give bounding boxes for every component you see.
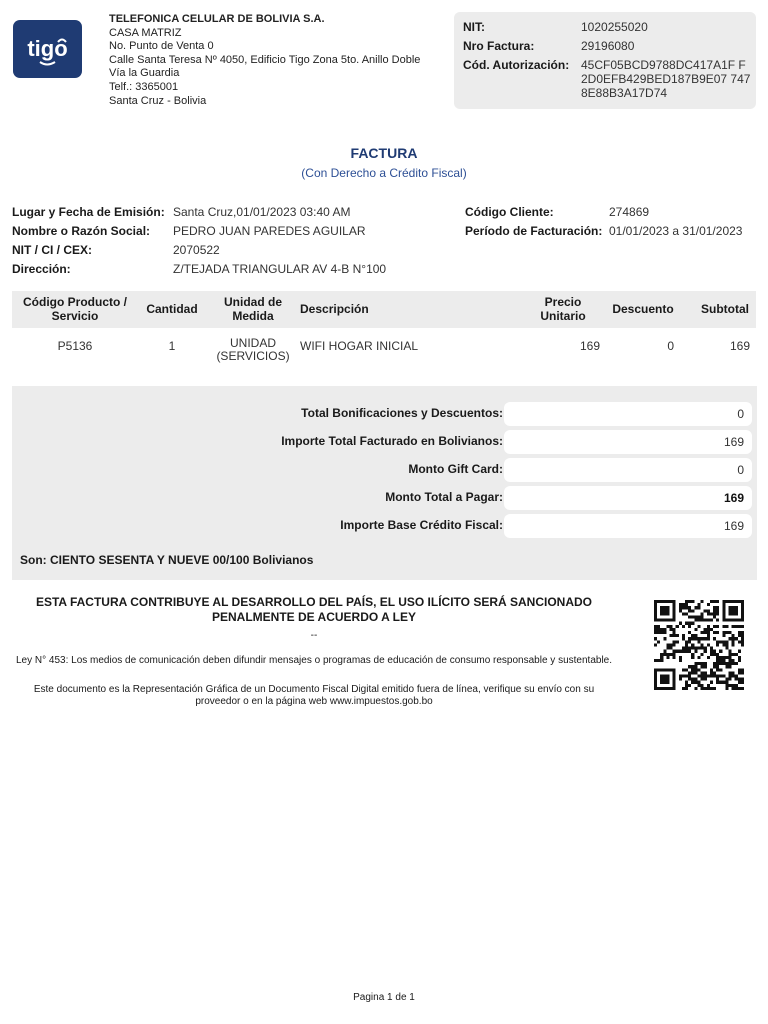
total-billed-label: Importe Total Facturado en Bolivianos:: [281, 434, 503, 448]
customer-address-label: Dirección:: [12, 262, 71, 276]
col-header-code: Código Producto / Servicio: [23, 295, 127, 323]
company-branch: CASA MATRIZ: [109, 26, 182, 39]
table-row: [12, 337, 756, 367]
customer-values-right: [609, 203, 742, 241]
auth-code-label: Cód. Autorización:: [463, 58, 570, 72]
logo-text: tigo: [27, 36, 68, 61]
total-to-pay-label: Monto Total a Pagar:: [385, 490, 503, 504]
client-code-value: 274869: [609, 205, 650, 219]
tax-credit-base-label: Importe Base Crédito Fiscal:: [340, 518, 503, 532]
items-table-header: [12, 291, 756, 328]
col-header-discount: Descuento: [612, 302, 674, 316]
invoice-number-label: Nro Factura:: [463, 39, 535, 53]
logo-smile: [40, 62, 55, 65]
row-code: P5136: [57, 339, 93, 353]
total-billed-field: [504, 430, 752, 454]
total-discounts-field: [504, 402, 752, 426]
total-to-pay-field: [504, 486, 752, 510]
tax-credit-base-field: [504, 514, 752, 538]
gift-card-row: [12, 457, 757, 481]
company-sale-point: No. Punto de Venta 0: [109, 40, 214, 53]
offline-notice: Este documento es la Representación Gráfica de un Documento Fiscal Digital emitido fuera de línea, verifique su envío con su proveedor o en la página web www.impuestos.gob.bo: [33, 684, 595, 707]
place-date-label: Lugar y Fecha de Emisión:: [12, 205, 165, 219]
customer-name-value: PEDRO JUAN PAREDES AGUILAR: [173, 224, 366, 238]
total-discounts-value: 0: [737, 407, 744, 421]
customer-values-left: [173, 203, 386, 279]
gift-card-field: [504, 458, 752, 482]
nit-value: 1020255020: [581, 20, 648, 34]
col-header-unit-price: Precio Unitario: [540, 295, 586, 323]
page-number: Pagina 1 de 1: [353, 992, 415, 1003]
gift-card-label: Monto Gift Card:: [408, 462, 503, 476]
company-city: Santa Cruz - Bolivia: [109, 94, 207, 107]
col-header-unit: Unidad de Medida: [223, 295, 282, 323]
row-unit-price: 169: [579, 339, 600, 353]
col-header-description: Descripción: [300, 302, 369, 316]
row-qty: 1: [168, 339, 176, 353]
customer-address-value: Z/TEJADA TRIANGULAR AV 4-B N°100: [173, 262, 387, 276]
row-description: WIFI HOGAR INICIAL: [300, 339, 419, 353]
invoice-subtitle: (Con Derecho a Crédito Fiscal): [301, 166, 467, 180]
row-unit: UNIDAD (SERVICIOS): [216, 336, 290, 363]
customer-nit-value: 2070522: [173, 243, 220, 257]
nit-label: NIT:: [463, 20, 485, 34]
law-notice: Ley N° 453: Los medios de comunicación deben difundir mensajes o programas de educación de consumo responsable y sustentable.: [15, 655, 613, 666]
row-discount: 0: [667, 339, 674, 353]
total-to-pay-row: [12, 485, 757, 509]
auth-code-value: 45CF05BCD9788DC417A1F F2D0EFB429BED187B9E07 7478E88B3A17D74: [581, 58, 751, 100]
customer-nit-label: NIT / CI / CEX:: [12, 243, 93, 257]
gift-card-value: 0: [737, 463, 744, 477]
totals-box: [12, 386, 757, 580]
company-name: TELEFONICA CELULAR DE BOLIVIA S.A.: [109, 13, 325, 25]
customer-labels-right: [465, 203, 602, 241]
tigo-logo-icon: [13, 20, 82, 78]
col-header-subtotal: Subtotal: [701, 302, 749, 316]
invoice-number-value: 29196080: [581, 39, 635, 53]
customer-name-label: Nombre o Razón Social:: [12, 224, 151, 238]
company-address-line2: Vía la Guardia: [109, 67, 180, 80]
total-discounts-row: [12, 401, 757, 425]
total-billed-value: 169: [723, 435, 744, 449]
company-phone: Telf.: 3365001: [109, 80, 179, 93]
total-billed-row: [12, 429, 757, 453]
qr-code-graphic: [654, 598, 744, 692]
amount-in-words: Son: CIENTO SESENTA Y NUEVE 00/100 Bolivianos: [20, 553, 314, 567]
qr-code-icon: [654, 598, 744, 692]
total-discounts-label: Total Bonificaciones y Descuentos:: [301, 406, 503, 420]
place-date-value: Santa Cruz,01/01/2023 03:40 AM: [173, 205, 351, 219]
row-subtotal: 169: [729, 339, 750, 353]
legal-separator: --: [310, 630, 318, 641]
legal-notice: ESTA FACTURA CONTRIBUYE AL DESARROLLO DEL PAÍS, EL USO ILÍCITO SERÁ SANCIONADO PENALMENTE DE ACUERDO A LEY: [35, 595, 593, 624]
customer-labels-left: [12, 203, 165, 279]
billing-period-value: 01/01/2023 a 31/01/2023: [609, 224, 743, 238]
company-address-line1: Calle Santa Teresa Nº 4050, Edificio Tigo Zona 5to. Anillo Doble: [109, 53, 421, 66]
billing-period-label: Período de Facturación:: [465, 224, 603, 238]
invoice-title: FACTURA: [350, 145, 418, 161]
col-header-qty: Cantidad: [146, 302, 198, 316]
tax-credit-base-row: [12, 513, 757, 537]
tax-credit-base-value: 169: [723, 519, 744, 533]
total-to-pay-value: 169: [723, 491, 744, 505]
company-info: [109, 13, 449, 108]
client-code-label: Código Cliente:: [465, 205, 554, 219]
tigo-logo: [13, 20, 82, 78]
fiscal-id-box: [454, 12, 756, 109]
